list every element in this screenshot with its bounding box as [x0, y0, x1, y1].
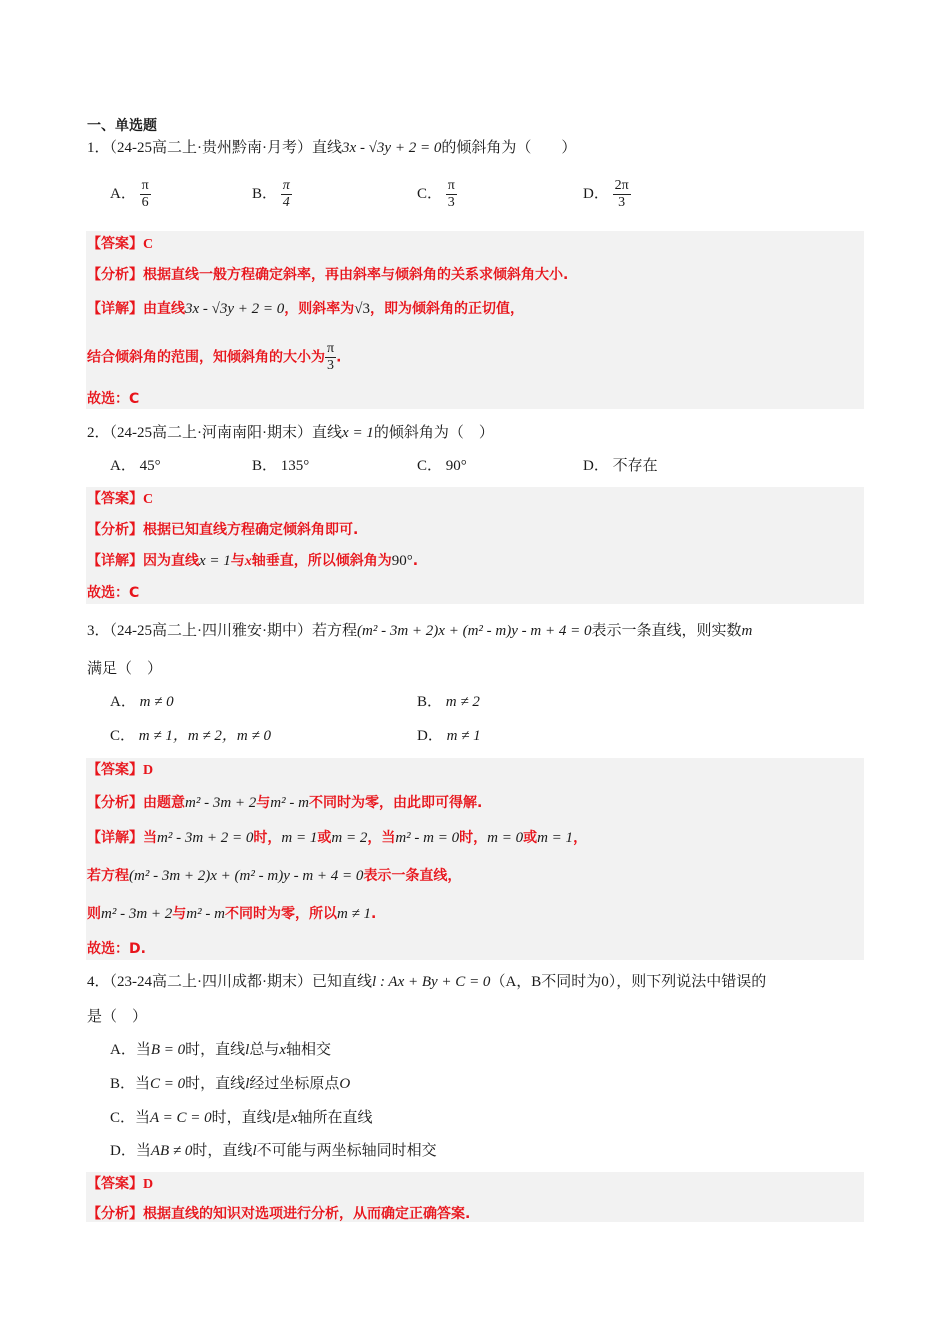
- q2-option-d[interactable]: [583, 456, 658, 476]
- option-label: A．: [110, 1042, 136, 1058]
- option-text: 当: [135, 1143, 151, 1159]
- option-label: A．: [110, 185, 136, 202]
- stem-text: （A，B不同时为0），则下列说法中错误的: [490, 974, 767, 990]
- q1-option-d[interactable]: [583, 178, 631, 211]
- option-text: 时，直线: [185, 1076, 246, 1092]
- equation: m = 2: [331, 830, 368, 846]
- option-text: 轴相交: [286, 1042, 332, 1058]
- equation: 3x - √3y + 2 = 0: [342, 140, 442, 156]
- analysis-tag: 【分析】: [87, 267, 143, 283]
- detail-text: 由直线: [143, 301, 185, 317]
- equation: C = 0: [150, 1076, 186, 1092]
- section-title: 一、单选题: [87, 118, 157, 134]
- option-text: 当: [135, 1042, 151, 1058]
- question-3-stem-line2: 满足（ ）: [87, 661, 163, 677]
- q2-answer-box: [86, 487, 864, 604]
- variable: x: [244, 554, 252, 569]
- question-1-stem: [87, 138, 576, 158]
- analysis-text: 根据直线的知识对选项进行分析，从而确定正确答案.: [143, 1206, 471, 1222]
- option-text: 是: [275, 1110, 291, 1126]
- equation: m² - 3m + 2 = 0: [157, 830, 254, 846]
- question-number: 2．: [87, 425, 110, 441]
- stem-text: 已知直线: [312, 974, 373, 990]
- conclusion-line: 故选：D.: [87, 941, 146, 957]
- detail-text: 则: [87, 906, 101, 922]
- frac-den: 3: [327, 358, 335, 373]
- answer-tag: 【答案】: [87, 762, 143, 778]
- analysis-line: [87, 1204, 470, 1224]
- detail-text: 时，: [253, 830, 282, 846]
- option-label: D．: [417, 728, 443, 744]
- detail-text: 或: [523, 830, 538, 846]
- detail-text: .: [336, 349, 342, 366]
- q4-option-a[interactable]: [110, 1040, 331, 1060]
- question-number: 3．: [87, 623, 110, 639]
- frac-den: 4: [282, 195, 290, 210]
- analysis-line: [87, 265, 568, 285]
- option-text: 时，直线: [192, 1143, 253, 1159]
- q2-option-c[interactable]: [417, 456, 467, 476]
- analysis-line: [87, 793, 482, 813]
- analysis-line: [87, 520, 358, 540]
- q4-option-c[interactable]: [110, 1108, 373, 1128]
- answer-value: C: [143, 237, 154, 252]
- option-text: m ≠ 1，m ≠ 2，m ≠ 0: [138, 728, 271, 744]
- q4-option-b[interactable]: [110, 1074, 350, 1094]
- detail-line-2: [87, 341, 341, 374]
- q4-option-d[interactable]: [110, 1141, 437, 1161]
- value: √3: [354, 301, 371, 317]
- detail-line-1: [87, 299, 524, 319]
- option-text: m ≠ 1: [446, 728, 481, 744]
- option-label: D．: [110, 1143, 136, 1159]
- option-text: 经过坐标原点: [249, 1076, 340, 1092]
- option-text: 时，直线: [211, 1110, 272, 1126]
- variable: O: [339, 1076, 351, 1092]
- frac-num: π: [447, 178, 455, 193]
- equation: A = C = 0: [150, 1110, 212, 1126]
- option-label: C．: [417, 185, 443, 202]
- q3-option-a[interactable]: [110, 692, 174, 712]
- equation: m² - m: [186, 906, 225, 922]
- variable: m: [741, 623, 753, 639]
- detail-text: ，即为倾斜角的正切值，: [370, 301, 525, 317]
- option-text: 时，直线: [185, 1042, 246, 1058]
- detail-text: 当: [143, 830, 157, 846]
- equation: x = 1: [199, 553, 231, 569]
- stem-text: 若方程: [312, 623, 358, 639]
- variable: x: [279, 1042, 287, 1058]
- option-text: 90°: [445, 458, 467, 474]
- equation: m² - 3m + 2: [185, 795, 257, 811]
- question-3-stem: [87, 621, 752, 641]
- detail-text: .: [371, 906, 377, 922]
- question-number: 1．: [87, 140, 110, 156]
- frac-num: 2π: [614, 178, 629, 193]
- analysis-tag: 【分析】: [87, 522, 143, 538]
- frac-num: π: [327, 341, 335, 356]
- conclusion-line: 故选：C: [87, 585, 140, 601]
- detail-text: 时，: [459, 830, 488, 846]
- q1-answer-box: [86, 231, 864, 409]
- detail-tag: 【详解】: [87, 830, 143, 846]
- q3-option-c[interactable]: [110, 726, 271, 746]
- equation: m ≠ 1: [336, 906, 372, 922]
- variable: l: [245, 1076, 250, 1092]
- stem-text: 的倾斜角为（ ）: [441, 140, 577, 156]
- answer-line: [87, 234, 153, 255]
- option-text: 当: [135, 1076, 151, 1092]
- answer-value: D: [143, 1177, 154, 1192]
- option-label: C．: [110, 728, 136, 744]
- variable: l: [245, 1042, 250, 1058]
- variable: l: [252, 1143, 257, 1159]
- option-text: 不可能与两坐标轴同时相交: [256, 1143, 437, 1159]
- option-label: B．: [252, 185, 278, 202]
- equation: m = 0: [487, 830, 524, 846]
- q3-option-b[interactable]: [417, 692, 480, 712]
- equation: m = 1: [537, 830, 574, 846]
- option-label: B．: [252, 458, 278, 474]
- detail-text: ，则斜率为: [284, 301, 355, 317]
- frac-den: 6: [141, 195, 149, 210]
- equation: m = 1: [281, 830, 318, 846]
- frac-num: π: [141, 178, 149, 193]
- frac-num: π: [282, 178, 290, 193]
- q2-option-b[interactable]: [252, 456, 309, 476]
- variable: x: [290, 1110, 298, 1126]
- q1-option-c[interactable]: [417, 178, 457, 211]
- equation: 3x - √3y + 2 = 0: [185, 301, 285, 317]
- question-source: （24-25高二上·河南南阳·期末）: [109, 425, 313, 441]
- option-text: m ≠ 2: [445, 694, 480, 710]
- variable: l: [271, 1110, 276, 1126]
- detail-text: 不同时为零，所以: [224, 906, 337, 922]
- option-label: B．: [110, 1076, 136, 1092]
- option-label: B．: [417, 694, 443, 710]
- analysis-text: 根据已知直线方程确定倾斜角即可.: [143, 522, 359, 538]
- question-source: （23-24高二上·四川成都·期末）: [109, 974, 313, 990]
- option-text: 当: [135, 1110, 151, 1126]
- detail-line: [87, 551, 418, 572]
- option-label: A．: [110, 694, 136, 710]
- conclusion-line: 故选：C: [87, 391, 140, 407]
- option-text: 135°: [280, 458, 310, 474]
- detail-text: 轴垂直，所以倾斜角为: [251, 553, 392, 569]
- stem-text: 直线: [312, 140, 343, 156]
- stem-text: 表示一条直线，则实数: [591, 623, 742, 639]
- q1-option-a[interactable]: [110, 178, 151, 211]
- frac-den: 3: [618, 195, 626, 210]
- option-text: 45°: [139, 458, 161, 474]
- option-text: m ≠ 0: [139, 694, 174, 710]
- detail-line-2: [87, 866, 461, 886]
- analysis-tag: 【分析】: [87, 1206, 143, 1222]
- detail-tag: 【详解】: [87, 301, 143, 317]
- analysis-text: 与: [256, 795, 271, 811]
- option-text: 不存在: [612, 458, 658, 474]
- question-source: （24-25高二上·四川雅安·期中）: [109, 623, 313, 639]
- q3-option-d[interactable]: [417, 726, 481, 746]
- equation: x = 1: [342, 425, 374, 441]
- detail-text: .: [412, 553, 419, 569]
- question-4-stem: [87, 972, 766, 992]
- detail-line-3: [87, 904, 376, 924]
- answer-line: [87, 760, 153, 781]
- q2-option-a[interactable]: [110, 456, 161, 476]
- detail-text: 表示一条直线，: [363, 868, 462, 884]
- equation: m² - 3m + 2: [101, 906, 173, 922]
- option-label: D．: [583, 185, 609, 202]
- option-label: C．: [110, 1110, 136, 1126]
- frac-den: 3: [447, 195, 455, 210]
- option-label: A．: [110, 458, 136, 474]
- answer-tag: 【答案】: [87, 236, 143, 252]
- q4-answer-box: [86, 1172, 864, 1222]
- analysis-text: 根据直线一般方程确定斜率，再由斜率与倾斜角的关系求倾斜角大小.: [143, 267, 569, 283]
- detail-text: 与: [172, 906, 187, 922]
- equation: m² - m: [270, 795, 309, 811]
- value: 90°: [391, 553, 413, 569]
- question-2-stem: [87, 423, 494, 443]
- detail-tag: 【详解】: [87, 553, 143, 569]
- q1-option-b[interactable]: [252, 178, 292, 211]
- option-label: C．: [417, 458, 443, 474]
- equation: (m² - 3m + 2)x + (m² - m)y - m + 4 = 0: [129, 868, 364, 884]
- option-text: 轴所在直线: [297, 1110, 373, 1126]
- answer-line: [87, 1174, 153, 1195]
- equation: B = 0: [150, 1042, 186, 1058]
- detail-text: 或: [317, 830, 332, 846]
- stem-text: 的倾斜角为（ ）: [373, 425, 494, 441]
- detail-text: 因为直线: [143, 553, 199, 569]
- detail-text: 结合倾斜角的范围，知倾斜角的大小为: [87, 349, 325, 366]
- analysis-text: 不同时为零，由此即可得解.: [308, 795, 483, 811]
- question-number: 4．: [87, 974, 110, 990]
- q3-answer-box: [86, 758, 864, 960]
- question-source: （24-25高二上·贵州黔南·月考）: [109, 140, 313, 156]
- answer-value: C: [143, 492, 154, 507]
- answer-line: [87, 489, 153, 510]
- equation: AB ≠ 0: [150, 1143, 193, 1159]
- equation: m² - m = 0: [395, 830, 460, 846]
- detail-text: 若方程: [87, 868, 129, 884]
- analysis-tag: 【分析】: [87, 795, 143, 811]
- answer-tag: 【答案】: [87, 491, 143, 507]
- answer-value: D: [143, 763, 154, 778]
- detail-text: ，: [573, 830, 588, 846]
- question-4-stem-line2: 是（ ）: [87, 1009, 148, 1025]
- answer-tag: 【答案】: [87, 1176, 143, 1192]
- equation: (m² - 3m + 2)x + (m² - m)y - m + 4 = 0: [357, 623, 592, 639]
- option-label: D．: [583, 458, 609, 474]
- stem-text: 直线: [312, 425, 343, 441]
- detail-text: 与: [230, 553, 245, 569]
- detail-text: ，当: [367, 830, 396, 846]
- option-text: 总与: [249, 1042, 280, 1058]
- analysis-text: 由题意: [143, 795, 185, 811]
- detail-line-1: [87, 828, 587, 848]
- equation: l : Ax + By + C = 0: [372, 974, 491, 990]
